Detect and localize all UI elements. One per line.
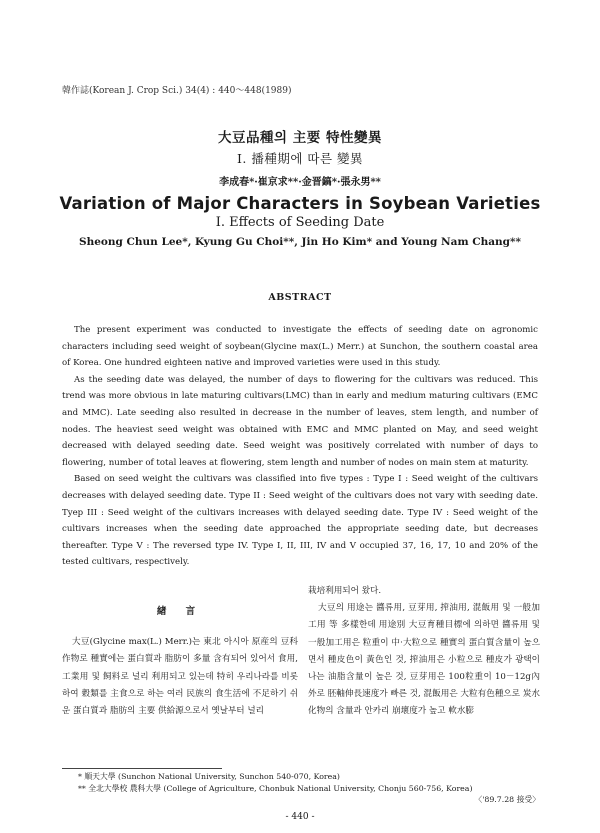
introduction-paragraph: 大豆(Glycine max(L.) Merr.)는 東北 아시아 原産의 豆科作物로 種實에는 蛋白質과 脂肪이 多量 含有되어 있어서 食用, 工業用 및 飼料로 널리 利用되고 있는데 特히 우리나라를 비롯하여 穀類를 主食으로 하는 여러 民族의 食生活에 不足하기 쉬운 蛋白質과 脂肪의 主要 供給源으로서 옛날부터 널리 bbox=[62, 637, 298, 717]
footnotes bbox=[78, 771, 540, 806]
abstract-heading: ABSTRACT bbox=[268, 292, 332, 303]
page-number: - 440 - bbox=[285, 812, 315, 822]
english-subtitle: I. Effects of Seeding Date bbox=[215, 215, 385, 230]
english-title: Variation of Major Characters in Soybean Varieties bbox=[59, 194, 541, 213]
journal-citation: 韓作誌(Korean J. Crop Sci.) 34(4) : 440～448(1989) bbox=[62, 86, 292, 96]
korean-subtitle: I. 播種期에 따른 變異 bbox=[236, 151, 364, 166]
abstract-body bbox=[62, 322, 538, 571]
received-date: 〈'89.7.28 接受〉 bbox=[474, 795, 540, 804]
footnote-divider bbox=[62, 768, 222, 769]
introduction-paragraph: 大豆의 用途는 醬류用, 豆芽用, 搾油用, 混飯用 및 一般加工用 等 多樣한데 用途別 大豆育種目標에 의하면 醬류用 및 一般加工用은 粒重이 中·大粒으로 種實의 蛋白質含量이 높으면서 種皮色이 黃色인 것, 搾油用은 小粒으로 種皮가 광택이 나는 油脂含量이 높은 것, 豆芽用은 100粒重이 10－12g內外로 胚軸伸長速度가 빠른 것, 混飯用은 大粒有色種으로 炭水化物의 含量과 안카리 崩壞度가 높고 軟水膨 bbox=[308, 603, 540, 717]
abstract-paragraph: As the seeding date was delayed, the number of days to flowering for the cultivars was reduced. This trend was more obvious in late maturing cultivars(LMC) than in early and medium maturing cultivars (EMC and MMC). Late seeding also resulted in decrease in the number of leaves, stem length, and number of nodes. The heaviest seed weight was obtained with EMC and MMC planted on May, and seed weight decreased with delayed seeding date. Seed weight was positively correlated with number of days to flowering, number of total leaves at flowering, stem length and number of nodes on main stem at maturity. bbox=[62, 374, 538, 468]
abstract-paragraph: Based on seed weight the cultivars was classified into five types : Type I : Seed weight of the cultivars decreases with delayed seeding date. Type II : Seed weight of the cultivars does not vary with seeding date. Tyep III : Seed weight of the cultivars increases with delayed seeding date. Type IV : Seed weight of the cultivars increases when the seeding date approached the appropriate seeding date, but decreases thereafter. Type V : The reversed type IV. Type I, II, III, IV and V occupied 37, 16, 17, 10 and 20% of the tested cultivars, respectively. bbox=[62, 474, 538, 568]
korean-title: 大豆品種의 主要 特性變異 bbox=[218, 130, 382, 146]
abstract-paragraph: The present experiment was conducted to investigate the effects of seeding date on agronomic characters including seed weight of soybean(Glycine max(L.) Merr.) at Sunchon, the southern coastal area of Korea. One hundred eighteen native and improved varieties were used in this study. bbox=[62, 325, 538, 369]
korean-authors: 李成春*·崔京求**·金晋鎬*·張永男** bbox=[219, 177, 381, 188]
introduction-continuation: 栽培利用되어 왔다. bbox=[308, 586, 382, 596]
footnote-affiliation-2: ** 全北大學校 農科大學 (College of Agriculture, Chonbuk National University, Chonju 560-756, Korea) bbox=[78, 783, 473, 793]
introduction-heading: 緖 言 bbox=[156, 606, 204, 617]
introduction-left-column bbox=[62, 603, 298, 720]
introduction-right-column bbox=[308, 583, 540, 721]
title-block bbox=[0, 126, 600, 248]
english-authors: Sheong Chun Lee*, Kyung Gu Choi**, Jin Ho Kim* and Young Nam Chang** bbox=[79, 236, 521, 248]
footnote-affiliation-1: * 順天大學 (Sunchon National University, Sunchon 540-070, Korea) bbox=[78, 772, 340, 781]
